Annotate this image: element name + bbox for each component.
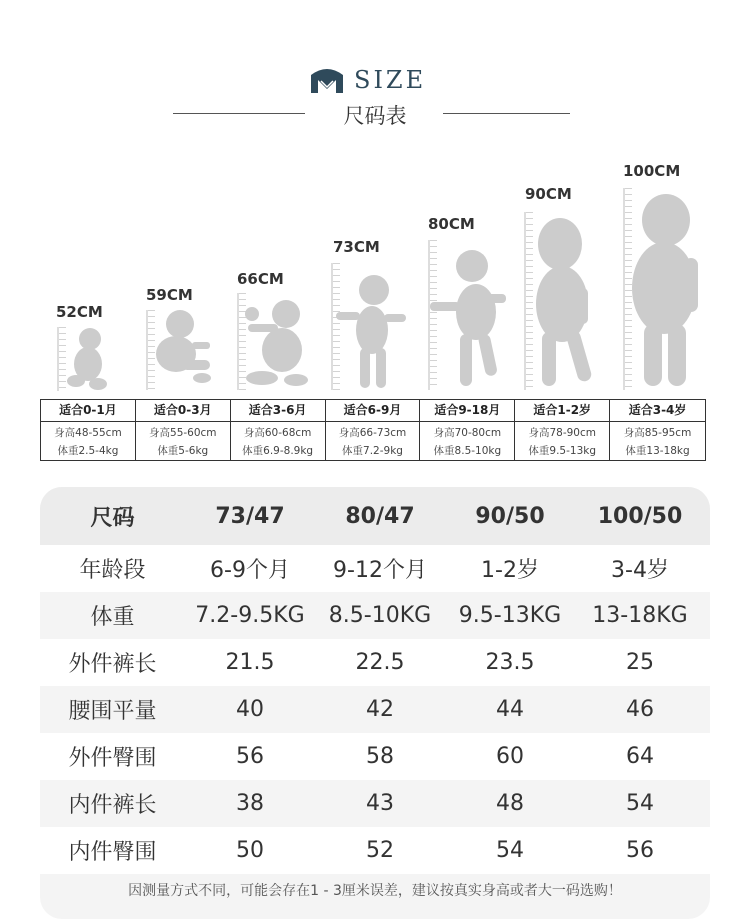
height-label: 80CM	[428, 215, 475, 233]
age-column	[41, 400, 136, 460]
row-label: 腰围平量	[68, 699, 157, 724]
age-range: 适合3-6月	[231, 400, 325, 422]
weight-range: 体重6.9-8.9kg	[242, 445, 314, 457]
table-row	[40, 686, 710, 733]
table-cell: 7.2-9.5KG	[195, 603, 305, 628]
divider-right	[443, 113, 570, 114]
size-table-header	[40, 487, 710, 545]
age-range: 适合6-9月	[326, 400, 420, 422]
table-cell: 40	[236, 697, 264, 722]
size-table	[40, 487, 710, 919]
height-label: 59CM	[146, 286, 193, 304]
weight-range: 体重5-6kg	[157, 445, 209, 457]
size-chart-header	[0, 0, 750, 140]
table-cell: 60	[496, 744, 524, 769]
table-cell: 64	[626, 744, 654, 769]
table-cell: 46	[626, 697, 654, 722]
table-cell: 54	[496, 838, 524, 863]
table-cell: 25	[626, 650, 654, 675]
table-cell: 6-9个月	[210, 558, 290, 583]
table-cell: 3-4岁	[611, 558, 669, 583]
table-cell: 58	[366, 744, 394, 769]
table-cell: 21.5	[225, 650, 275, 675]
weight-range: 体重2.5-4kg	[57, 445, 119, 457]
height-range: 身高48-55cm	[54, 427, 122, 439]
weight-range: 体重7.2-9kg	[342, 445, 403, 457]
size-heading: SIZE	[354, 66, 427, 94]
table-row	[40, 545, 710, 592]
age-range: 适合9-18月	[420, 400, 514, 422]
height-label: 90CM	[525, 185, 572, 203]
age-range: 适合0-1月	[41, 400, 135, 422]
age-range: 适合1-2岁	[515, 400, 609, 422]
height-label: 73CM	[333, 238, 380, 256]
row-label: 体重	[90, 605, 135, 630]
sitting-toddler-silhouette-icon	[244, 296, 310, 388]
sitting-baby-silhouette-icon	[152, 308, 214, 386]
walking-child-silhouette-icon	[528, 214, 608, 392]
table-cell: 54	[626, 791, 654, 816]
height-range: 身高66-73cm	[338, 427, 407, 439]
header-cell: 100/50	[597, 503, 683, 529]
weight-range: 体重8.5-10kg	[433, 445, 502, 457]
page-title: 尺码表	[343, 104, 407, 128]
table-cell: 42	[366, 697, 394, 722]
height-label: 66CM	[237, 270, 284, 288]
row-label: 外件臀围	[68, 746, 157, 771]
age-column	[326, 400, 421, 460]
row-label: 年龄段	[79, 558, 146, 583]
age-column	[515, 400, 610, 460]
table-cell: 38	[236, 791, 264, 816]
header-cell: 73/47	[215, 503, 285, 529]
row-label: 内件裤长	[68, 793, 157, 818]
newborn-silhouette-icon	[64, 326, 110, 392]
table-row	[40, 780, 710, 827]
table-cell: 9.5-13KG	[458, 603, 562, 628]
table-cell: 9-12个月	[333, 558, 427, 583]
age-column	[136, 400, 231, 460]
height-label: 52CM	[56, 303, 103, 321]
header-cell: 90/50	[475, 503, 545, 529]
table-row	[40, 639, 710, 686]
table-cell: 13-18KG	[592, 603, 688, 628]
height-range: 身高55-60cm	[149, 427, 217, 439]
weight-range: 体重13-18kg	[625, 445, 690, 457]
growth-figures	[0, 150, 750, 400]
standing-baby-silhouette-icon	[336, 270, 408, 392]
height-range: 身高78-90cm	[528, 427, 596, 439]
height-label: 100CM	[623, 162, 681, 180]
table-cell: 56	[236, 744, 264, 769]
walking-baby-silhouette-icon	[430, 246, 508, 392]
table-cell: 52	[366, 838, 394, 863]
table-cell: 56	[626, 838, 654, 863]
table-cell: 50	[236, 838, 264, 863]
age-column	[610, 400, 705, 460]
measurement-note: 因测量方式不同，可能会存在1 - 3厘米误差，建议按真实身高或者大一码选购！	[128, 883, 622, 899]
table-cell: 44	[496, 697, 524, 722]
age-column	[420, 400, 515, 460]
height-range: 身高70-80cm	[433, 427, 502, 439]
table-row	[40, 827, 710, 874]
row-label: 内件臀围	[68, 840, 157, 865]
header-cell: 尺码	[90, 505, 135, 531]
age-column	[231, 400, 326, 460]
row-label: 外件裤长	[68, 652, 157, 677]
header-cell: 80/47	[345, 503, 415, 529]
table-row	[40, 592, 710, 639]
table-cell: 1-2岁	[481, 558, 539, 583]
standing-child-silhouette-icon	[628, 192, 700, 390]
height-range: 身高85-95cm	[623, 427, 692, 439]
table-cell: 48	[496, 791, 524, 816]
age-range: 适合3-4岁	[610, 400, 705, 422]
table-cell: 43	[366, 791, 394, 816]
height-range: 身高60-68cm	[243, 427, 312, 439]
table-row	[40, 733, 710, 780]
age-range: 适合0-3月	[136, 400, 230, 422]
weight-range: 体重9.5-13kg	[528, 445, 596, 457]
brand-logo-icon	[309, 67, 345, 95]
table-cell: 23.5	[485, 650, 535, 675]
age-height-weight-table	[40, 399, 706, 461]
table-cell: 22.5	[355, 650, 405, 675]
table-cell: 8.5-10KG	[328, 603, 432, 628]
